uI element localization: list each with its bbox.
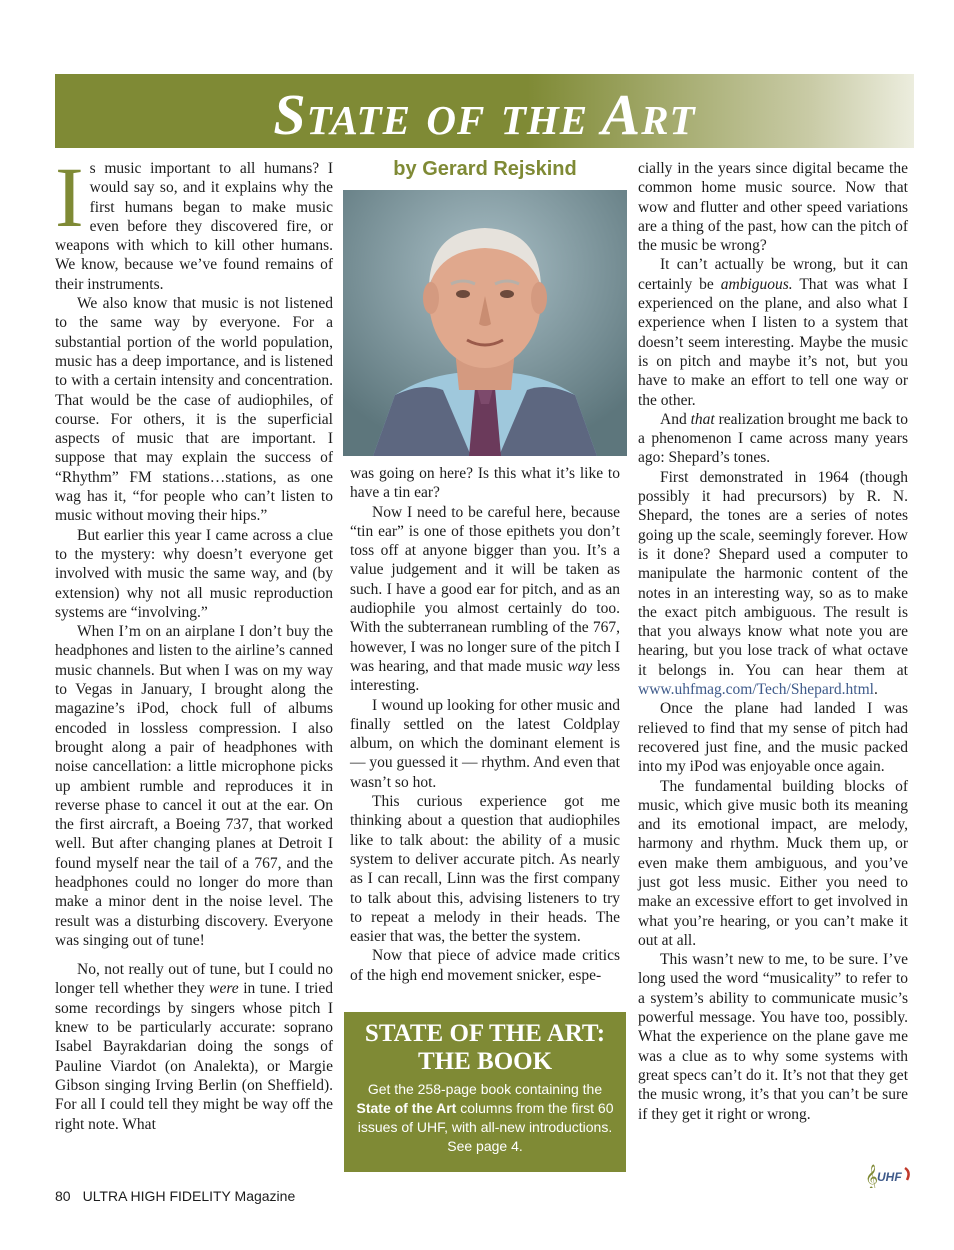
column-1 <box>55 149 333 1134</box>
paragraph: No, not really out of tune, but I could no longer tell whether they were in tune. I tried some recordings by singers whose pitch I knew to be particularly accurate: soprano Isabel Bayrakdarian doing the songs of Pauline Viardot (on Analekta), or Margie Gibson singing Irving Berlin (on Sheffield). For all I could tell they might be way off the right note. What <box>55 961 333 1133</box>
page-title: State of the Art <box>273 82 696 147</box>
paragraph: But earlier this year I came across a clue to the mystery: why doesn’t everyone get involved with music the same way, and (by extension) why not all music reproduction systems are “involving.” <box>55 526 333 621</box>
paragraph: Now that piece of advice made critics of the high end movement snicker, espe- <box>350 947 620 984</box>
shepard-tones-link[interactable]: www.uhfmag.com/Tech/Shepard.html <box>638 681 874 699</box>
paragraph: The fundamental building blocks of music, which give music both its meaning and its emotional impact, are melody, harmony and rhythm. Muck them up, or even make them ambiguous, and you’ve just got less music. Either you need to make an excessive effort to get involved in what you’re hearing, or you can’t make it out at all. <box>638 777 908 949</box>
magazine-name: ULTRA HIGH FIDELITY Magazine <box>82 1188 296 1204</box>
promo-text: Get the 258-page book containing the State of the Art columns from the first 60 issues of UHF, with all-new introductions. See page 4. <box>356 1081 614 1154</box>
author-portrait-illustration <box>343 190 627 456</box>
paragraph: First demonstrated in 1964 (though possibly it had precursors) by R. N. Shepard, the tones are a series of notes going up the scale, seemingly forever. How is it done? Shepard used a computer to manipulate the harmonic content of the notes in an interesting way, so as to make the exact pitch ambiguous. The result is that you always know what note you are hearing, but you lose track of what octave it belongs in. You can hear them at www.uhfmag.com/Tech/Shepard.html. <box>638 468 908 699</box>
book-promo-box <box>344 1012 626 1172</box>
page-footer <box>55 1188 295 1204</box>
paragraph: And that realization brought me back to a phenomenon I came across many years ago: Shepard’s tones. <box>638 410 908 467</box>
column-2 <box>350 464 620 985</box>
paragraph: Is music important to all humans? I would say so, and it explains why the first humans began to make music even before they discovered fire, or weapons with which to kill other humans. We know, because we’ve found remains of their instruments. <box>55 149 333 293</box>
paragraph: We also know that music is not listened to the same way by everyone. For a substantial portion of the world population, music has a deep importance, and is listened to with a certain intensity and concentration. That would be the case of audiophiles, of course. For others, it is the superficial aspects of music that are important. I suppose that may explain the success of “Rhythm” FM stations…stations, as one wag has it, “for people who can’t listen to music without moving their hips.” <box>55 295 333 525</box>
paragraph: Now I need to be careful here, because “tin ear” is one of those epithets you don’t toss off at anyone bigger than you. It’s a value judgement and it will be taken as such. I have a good ear for pitch, and as an audiophile you almost certainly do too. With the subterranean rumbling of the 767, however, I was no longer sure of the pitch I was hearing, and that made music way less interesting. <box>350 503 621 695</box>
column-3 <box>638 159 908 1124</box>
author-photo <box>343 190 627 456</box>
paragraph: This curious experience got me thinking about a question that audiophiles like to talk about: the ability of a music system to deliver accurate pitch. As nearly as I can recall, Linn was the first company to talk about this, advising listeners to try to repeat a melody in their heads. The easier that was, the better the system. <box>350 793 620 946</box>
paragraph: I wound up looking for other music and finally settled on the latest Coldplay album, on which the dominant element is — you guessed it — rhythm. And even that wasn’t so hot. <box>350 696 620 791</box>
drop-cap: I <box>55 149 84 245</box>
uhf-logo-icon <box>863 1164 913 1188</box>
paragraph: Once the plane had landed I was relieved to find that my sense of pitch had recovered just fine, and the music packed into my iPod was enjoyable once again. <box>638 700 908 776</box>
byline: by Gerard Rejskind <box>393 158 577 180</box>
page-number: 80 <box>55 1188 71 1204</box>
svg-text:UHF: UHF <box>877 1170 902 1184</box>
svg-text:𝄞: 𝄞 <box>865 1165 879 1188</box>
promo-title: STATE OF THE ART: THE BOOK <box>364 1020 606 1075</box>
paragraph: cially in the years since digital became the common home music source. Now that wow and flutter and other speed variations are a thing of the past, how can the pitch of the music be wrong? <box>638 160 908 255</box>
title-banner <box>55 74 914 148</box>
paragraph: was going on here? Is this what it’s like to have a tin ear? <box>350 465 620 502</box>
paragraph: It can’t actually be wrong, but it can certainly be ambiguous. That was what I experienced on the plane, and also what I experience when I listen to a system that doesn’t seem interesting. Maybe the music is on pitch and maybe it’s not, but you have to make an effort to tell one way or the other. <box>638 256 908 409</box>
paragraph: When I’m on an airplane I don’t buy the headphones and listen to the airline’s canned music channels. But when I was on my way to Vegas in January, I brought along the magazine’s iPod, chock full of albums encoded in lossless compression. I also brought along a pair of headphones with noise cancellation: a little microphone picks up ambient rumble and reproduces it in reverse phase to cancel it out at the ear. On the first aircraft, a Boeing 737, that worked well. But after changing planes at Detroit I found myself near the tail of a 767, and the headphones could no longer do more than make a minor dent in the noise level. The result was a disturbing discovery. Everyone was singing out of tune! <box>55 623 333 949</box>
paragraph: This wasn’t new to me, to be sure. I’ve long used the word “musicality” to refer to a system’s ability to communicate music’s powerful message. You have too, possibly. What the experience on the plane gave me was a clue as to why some systems with great specs can’t do it. It’s not that they get the music wrong, it’s that you can’t be sure if they get it right or wrong. <box>638 951 908 1123</box>
